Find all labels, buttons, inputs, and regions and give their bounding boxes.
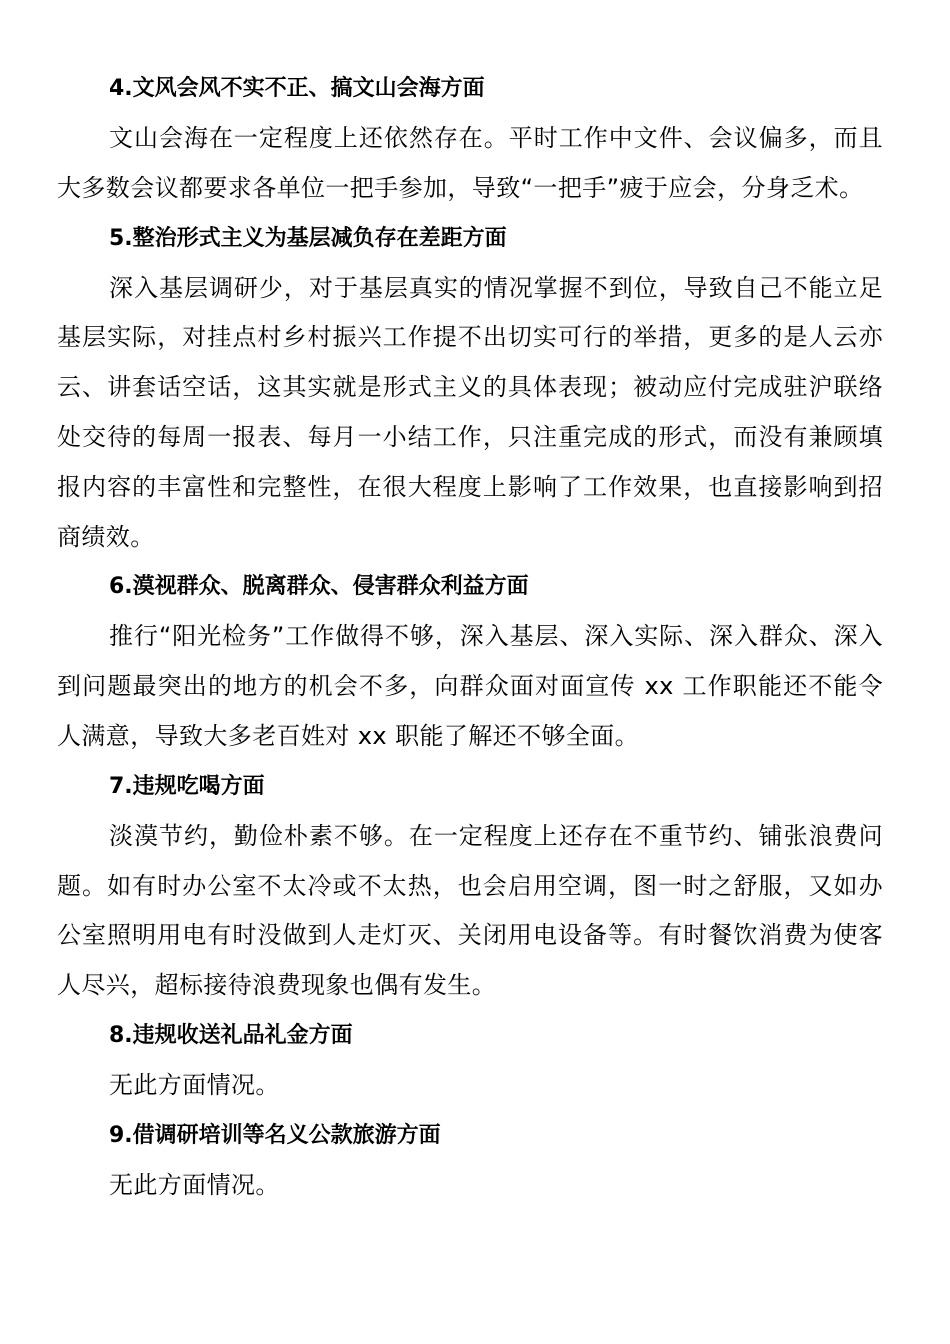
section-heading-4: 4.文风会风不实不正、搞文山会海方面 [109, 76, 485, 101]
document-page [57, 64, 883, 1211]
section-body-9: 无此方面情况。 [109, 1170, 280, 1199]
section-body-5: 深入基层调研少，对于基层真实的情况掌握不到位，导致自己不能立足基层实际，对挂点村乡村振兴工作提不出切实可行的举措，更多的是人云亦云、讲套话空话，这其实就是形式主义的具体表现；被动应付完成驻沪联络处交待的每周一报表、每月一小结工作，只注重完成的形式，而没有兼顾填报内容的丰富性和完整性，在很大程度上影响了工作效果，也直接影响到招商绩效。 [57, 273, 883, 551]
section-heading-9: 9.借调研培训等名义公款旅游方面 [109, 1122, 441, 1148]
section-heading-6: 6.漠视群众、脱离群众、侵害群众利益方面 [109, 574, 529, 600]
section-body-7: 淡漠节约，勤俭朴素不够。在一定程度上还存在不重节约、铺张浪费问题。如有时办公室不太冷或不太热，也会启用空调，图一时之舒服，又如办公室照明用电有时没做到人走灯灭、关闭用电设备等。有时餐饮消费为使客人尽兴，超标接待浪费现象也偶有发生。 [57, 821, 883, 1000]
section-body-8: 无此方面情况。 [109, 1070, 280, 1099]
section-heading-8: 8.违规收送礼品礼金方面 [109, 1022, 353, 1048]
section-heading-7: 7.违规吃喝方面 [109, 773, 265, 799]
section-heading-5: 5.整治形式主义为基层减负存在差距方面 [109, 225, 507, 251]
section-body-4: 文山会海在一定程度上还依然存在。平时工作中文件、会议偏多，而且大多数会议都要求各单位一把手参加，导致“一把手”疲于应会，分身乏术。 [57, 124, 883, 202]
section-body-6: 推行“阳光检务”工作做得不够，深入基层、深入实际、深入群众、深入到问题最突出的地方的机会不多，向群众面对面宣传 xx 工作职能还不能令人满意，导致大多老百姓对 xx 职能了解还不够全面。 [57, 622, 883, 750]
